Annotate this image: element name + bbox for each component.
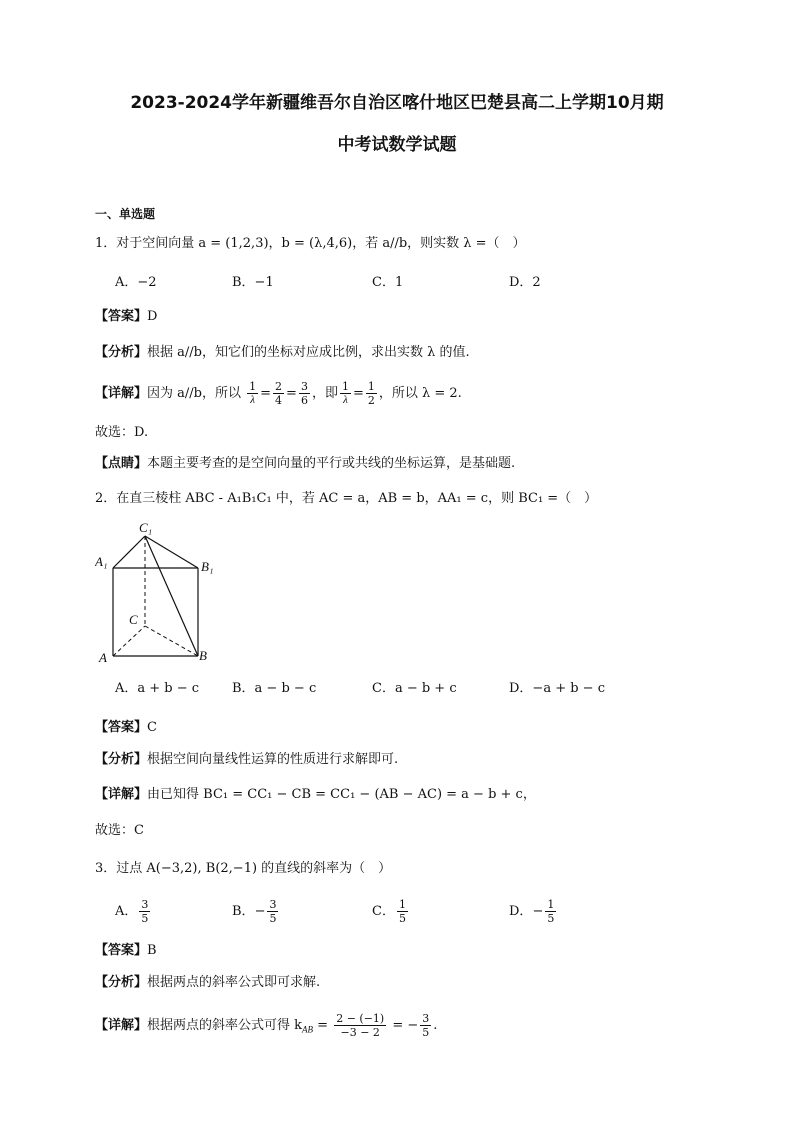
q3-answer-row [95, 942, 157, 960]
q3-stem: 3．过点 A(−3,2), B(2,−1) 的直线的斜率为（ ） [95, 861, 392, 876]
edge-cb [145, 626, 198, 656]
q3-detail-sub: AB [302, 1024, 314, 1035]
q2-analysis: 根据空间向量线性运算的性质进行求解即可. [147, 752, 399, 767]
detail-tag: 【详解】 [95, 1018, 148, 1033]
q1-answer-row [95, 308, 157, 326]
q1-frac-2: $\frac{2}{4}$ [275, 380, 283, 407]
q1-analysis-row [95, 344, 470, 362]
q1-analysis: 根据 a//b，知它们的坐标对应成比例，求出实数 λ 的值. [147, 345, 470, 360]
prism-figure [95, 518, 235, 668]
q2-stem: 2．在直三棱柱 ABC - A₁B₁C₁ 中，若 AC = a，AB = b，AA₁ = c，则 BC₁ =（ ） [95, 491, 598, 506]
q3-detail-frac: $\frac{2 - (-1)}{-3 - 2}$ [336, 1012, 385, 1039]
edge-c1b1 [145, 536, 198, 568]
analysis-tag: 【分析】 [95, 975, 148, 990]
q1-option-b: B．−1 [232, 275, 274, 290]
answer-tag: 【答案】 [95, 943, 148, 958]
section-heading: 一、单选题 [95, 207, 156, 221]
q1-option-d: D．2 [509, 275, 541, 290]
q3-detail-pre: 根据两点的斜率公式可得 k [147, 1018, 303, 1033]
q3-detail-frac2: $\frac{3}{5}$ [422, 1012, 430, 1039]
q1-answer: D [147, 309, 158, 324]
doc-title-line2: 中考试数学试题 [337, 135, 457, 155]
label-b: B [199, 648, 207, 663]
label-c: C [129, 612, 138, 627]
q2-option-c: C．a − b + c [372, 681, 457, 696]
q1-frac-4: $\frac{1}{\lambda}$ [341, 380, 349, 406]
q2-option-b: B．a − b − c [232, 681, 317, 696]
q2-answer-row [95, 719, 157, 737]
q3-detail-row: 【详解】根据两点的斜率公式可得 $k_{AB}$ = $\frac{2 - (-1)}{-3 - 2}$ = − $\frac{3}{5}$ . [95, 1012, 438, 1039]
q2-answer: C [147, 720, 157, 735]
q2-option-a: A．a + b − c [115, 681, 200, 696]
label-c1: C₁ [139, 520, 153, 535]
q3-answer: B [147, 943, 157, 958]
detail-tag: 【详解】 [95, 787, 148, 802]
label-a1: A₁ [95, 554, 108, 569]
edge-ac [113, 626, 145, 656]
q1-option-c: C．1 [372, 275, 404, 290]
q1-frac-3: $\frac{3}{6}$ [300, 380, 308, 407]
q1-comment: 本题主要考查的是空间向量的平行或共线的坐标运算，是基础题. [147, 456, 516, 471]
q1-conclusion: 故选：D. [95, 425, 149, 440]
q2-detail-row [95, 786, 536, 804]
answer-tag: 【答案】 [95, 720, 148, 735]
q3-analysis-row [95, 974, 320, 992]
q2-option-d: D．−a + b − c [509, 681, 605, 696]
q1-option-a: A．−2 [115, 275, 157, 290]
doc-title-line1: 2023-2024学年新疆维吾尔自治区喀什地区巴楚县高二上学期10月期 [130, 93, 664, 113]
q3-option-b: B．− $\frac{3}{5}$ [232, 898, 277, 925]
label-b1: B₁ [201, 559, 214, 574]
q2-conclusion: 故选：C [95, 823, 144, 838]
q1-frac-1: $\frac{1}{\lambda}$ [249, 380, 257, 406]
q3-option-a: A． $\frac{3}{5}$ [115, 898, 149, 925]
answer-tag: 【答案】 [95, 309, 148, 324]
q1-detail-row: 【详解】因为 a//b，所以 $\frac{1}{\lambda}$ = $\frac{2}{4}$ = $\frac{3}{6}$ ，即 $\frac{1}{\lambda}$ = $\frac{1}{2}$ ，所以 λ = 2. [95, 380, 462, 407]
q1-stem: 1．对于空间向量 a = (1,2,3)，b = (λ,4,6)，若 a//b，则实数 λ =（ ） [95, 236, 526, 251]
analysis-tag: 【分析】 [95, 752, 148, 767]
label-a: A [99, 650, 107, 665]
q1-detail-pre: 因为 a//b，所以 [147, 386, 241, 401]
q3-option-c: C． $\frac{1}{5}$ [372, 898, 406, 925]
edge-c1b [145, 536, 198, 656]
q1-frac-5: $\frac{1}{2}$ [367, 380, 375, 407]
q3-option-d: D．− $\frac{1}{5}$ [509, 898, 555, 925]
comment-tag: 【点睛】 [95, 456, 148, 471]
analysis-tag: 【分析】 [95, 345, 148, 360]
q1-detail-mid: ，即 [311, 386, 338, 401]
detail-tag: 【详解】 [95, 386, 148, 401]
q2-analysis-row [95, 751, 398, 769]
q3-analysis: 根据两点的斜率公式即可求解. [147, 975, 321, 990]
q1-comment-row [95, 455, 515, 473]
edge-a1c1 [113, 536, 145, 568]
q1-detail-end: ，所以 λ = 2. [378, 386, 462, 401]
q2-detail: 由已知得 BC₁ = CC₁ − CB = CC₁ − (AB − AC) = a − b + c， [147, 787, 536, 802]
